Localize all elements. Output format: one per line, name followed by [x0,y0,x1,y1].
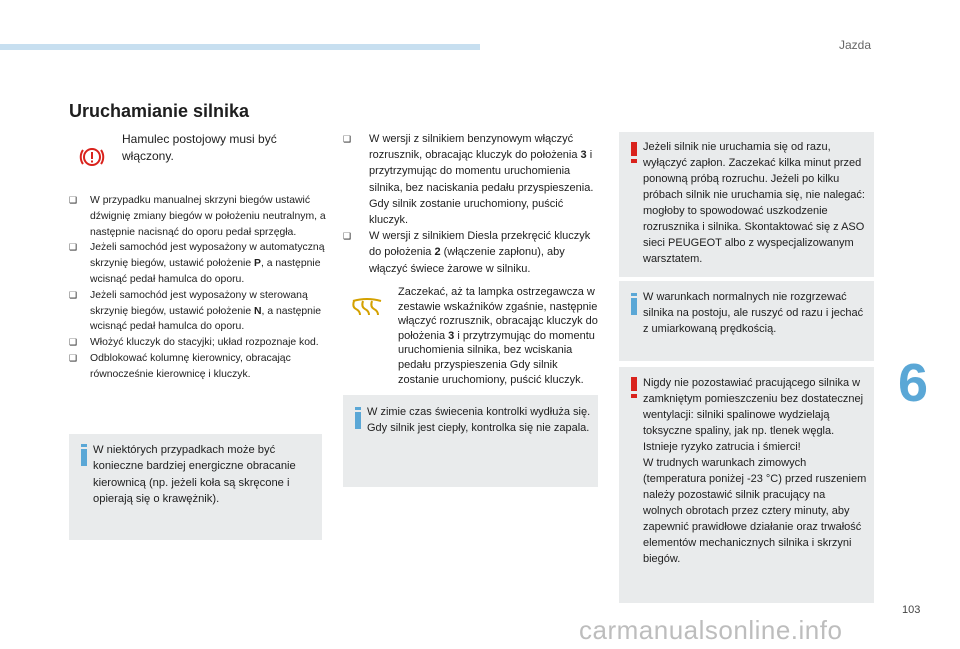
mid-info-box: W zimie czas świecenia kontrolki wydłuża się. Gdy silnik jest ciepły, kontrolka się nie zapala. [343,395,598,487]
left-info-box: W niektórych przypadkach może być konieczne bardziej energiczne obracanie kierownicą (np. jeżeli koła są skręcone i opierają się o krawężnik). [69,434,322,540]
info-icon [355,407,361,429]
info-icon [81,444,87,466]
warning-icon [631,377,637,399]
list-item: ❑ Włożyć kluczyk do stacyjki; układ rozpoznaje kod. [69,335,327,351]
mid-steps-list [343,131,599,277]
glow-plug-note: Zaczekać, aż ta lampka ostrzegawcza w zestawie wskaźników zgaśnie, następnie włączyć rozrusznik, obracając kluczyk do położenia 3 i przytrzymując do momentu uruchomienia silnika, bez wciskania pedału przyspieszenia Gdy silnik zostanie uruchomiony, puścić kluczyk. [398,286,598,386]
parking-brake-note: Hamulec postojowy musi być włączony. [122,132,277,163]
header-accent-bar [0,44,480,50]
list-item: ❑ W przypadku manualnej skrzyni biegów ustawić dźwignię zmiany biegów w położeniu neutralnym, a następnie nacisnąć do oporu pedał sprzęgła. [69,195,326,238]
list-item: ❑ Odblokować kolumnę kierownicy, obracając równocześnie kierownicę i kluczyk. [69,352,291,380]
left-steps-list [69,193,327,383]
page-title: Uruchamianie silnika [69,101,250,121]
right-info-box: W warunkach normalnych nie rozgrzewać silnika na postoju, ale ruszyć od razu i jechać z umiarkowaną prędkością. [619,281,874,361]
warning-icon [631,142,637,164]
checkbox-icon: ❑ [69,195,78,205]
list-item: ❑ Jeżeli samochód jest wyposażony w automatyczną skrzynię biegów, ustawić położenie P, a następnie wcisnąć pedał hamulca do oporu. [69,242,325,285]
watermark: carmanualsonline.info [579,615,843,645]
parking-brake-warning-icon [78,143,106,171]
list-item: ❑ Jeżeli samochód jest wyposażony w sterowaną skrzynię biegów, ustawić położenie N, a następnie wcisnąć pedał hamulca do oporu. [69,289,322,333]
section-title: Jazda [839,38,872,52]
checkbox-icon: ❑ [343,231,352,242]
glow-plug-icon [351,297,383,317]
checkbox-icon: ❑ [69,242,78,253]
list-item: ❑ W wersji z silnikiem benzynowym włączyć rozrusznik, obracając kluczyk do położenia 3 i przytrzymując do momentu uruchomienia silnika, bez naciskania pedału przyspieszenia. Gdy silnik zostanie uruchomiony, puścić kluczyk. [343,133,594,227]
right-warning-box-ventilation: Nigdy nie pozostawiać pracującego silnika w zamkniętym pomieszczeniu bez dostatecznej wentylacji: silniki spalinowe wydzielają toksyczne spaliny, jak np. tlenek węgla. Istnieje ryzyko zatrucia i śmierci! W trudnych warunkach zimowych (temperatura poniżej -23 °C) przed ruszeniem należy pozostawić silnik pracujący na wolnych obrotach przez cztery minuty, aby zapewnić prawidłowe działanie oraz trwałość elementów mechanicznych silnika i skrzyni biegów. [619,367,874,603]
checkbox-icon: ❑ [69,337,78,348]
right-warning-box-restart: Jeżeli silnik nie uruchamia się od razu, wyłączyć zapłon. Zaczekać kilka minut przed ponowną próbą rozruchu. Jeżeli po kilku próbach silnik nie uruchamia się, nie nalegać: mogłoby to spowodować uszkodzenie rozrusznika i silnika. Skontaktować się z ASO sieci PEUGEOT albo z wyspecjalizowanym warsztatem. [619,132,874,277]
checkbox-icon: ❑ [69,352,78,363]
list-item: ❑ W wersji z silnikiem Diesla przekręcić kluczyk do położenia 2 (włączenie zapłonu), aby włączyć świece żarowe w silniku. [343,230,591,275]
checkbox-icon: ❑ [69,289,78,300]
chapter-number: 6 [898,353,929,413]
info-icon [631,293,637,315]
page-number: 103 [902,604,921,616]
checkbox-icon: ❑ [343,134,352,144]
